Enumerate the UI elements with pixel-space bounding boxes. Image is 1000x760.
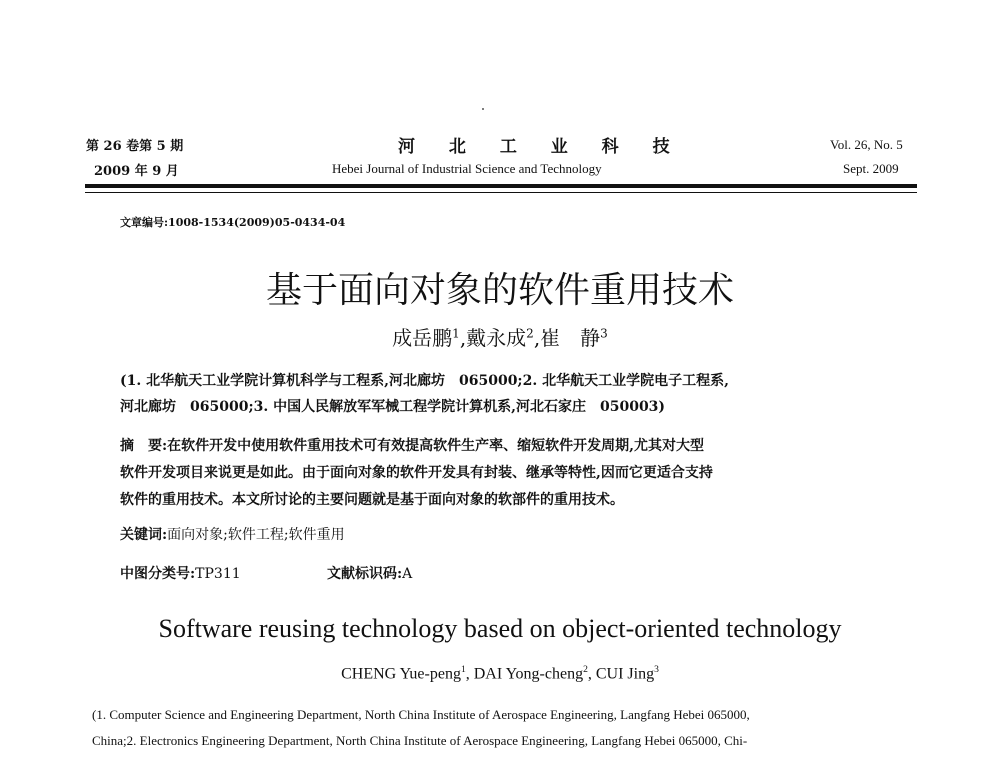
classification: [120, 563, 241, 583]
affiliation-cn-line-1: (1. 北华航天工业学院计算机科学与工程系,河北廊坊 065000;2. 北华航天工业学院电子工程系,: [120, 373, 729, 389]
authors-cn: [0, 322, 1000, 351]
journal-title-cn: 河 北 工 业 科 技: [398, 137, 684, 157]
author-2-cn: ,戴永成: [459, 326, 527, 350]
document-code-value: A: [402, 566, 413, 582]
classification-value: TP311: [195, 566, 241, 582]
scan-dot: [482, 108, 484, 110]
header-rule-thick: [85, 184, 917, 188]
author-2-mark: 2: [526, 326, 534, 341]
affiliation-cn-line-2: 河北廊坊 065000;3. 中国人民解放军军械工程学院计算机系,河北石家庄 050003): [120, 399, 666, 415]
keywords-label: 关键词:: [120, 527, 168, 543]
affiliation-en-line-1: (1. Computer Science and Engineering Department, North China Institute of Aerospace Engineering, Langfang Hebei 065000,: [92, 707, 750, 722]
abstract-label: 摘 要:: [120, 438, 168, 454]
journal-title-en: Hebei Journal of Industrial Science and Technology: [332, 161, 602, 176]
author-3-cn: ,崔 静: [533, 326, 601, 350]
paper-title-cn: 基于面向对象的软件重用技术: [265, 270, 734, 311]
author-3-en: , CUI Jing: [587, 665, 655, 683]
abstract-text-1: 在软件开发中使用软件重用技术可有效提高软件生产率、缩短软件开发周期,尤其对大型: [167, 438, 705, 454]
authors-en: [0, 664, 1000, 683]
abstract-line-3: 软件的重用技术。本文所讨论的主要问题就是基于面向对象的软部件的重用技术。: [120, 492, 624, 508]
document-code: [327, 563, 412, 583]
volume-issue-cn: 第 26 卷第 5 期: [86, 139, 184, 154]
author-1-en: CHENG Yue-peng: [341, 665, 461, 683]
keywords-value: 面向对象;软件工程;软件重用: [167, 527, 345, 543]
affiliation-en-line-2: China;2. Electronics Engineering Department, North China Institute of Aerospace Engineering, Langfang Hebei 065000, Chi-: [92, 733, 748, 748]
author-1-mark: 1: [452, 326, 460, 341]
document-code-label: 文献标识码:: [327, 566, 403, 582]
article-number: 文章编号:1008-1534(2009)05-0434-04: [120, 216, 346, 229]
author-1-en-mark: 1: [460, 664, 466, 675]
date-en: Sept. 2009: [843, 161, 899, 176]
paper-title-en: Software reusing technology based on object-oriented technology: [158, 614, 842, 643]
abstract-line-1: [120, 433, 704, 460]
header-rule-thin: [85, 192, 917, 193]
volume-issue-en: Vol. 26, No. 5: [830, 137, 903, 152]
author-3-mark: 3: [600, 326, 608, 341]
date-cn: 2009 年 9 月: [94, 164, 179, 179]
author-2-en-mark: 2: [583, 664, 588, 675]
classification-label: 中图分类号:: [120, 566, 196, 582]
author-3-en-mark: 3: [654, 664, 659, 675]
author-2-en: , DAI Yong-cheng: [465, 665, 584, 683]
author-1-cn: 成岳鹏: [392, 326, 453, 350]
keywords: [120, 524, 345, 544]
abstract-line-2: 软件开发项目来说更是如此。由于面向对象的软件开发具有封装、继承等特性,因而它更适合支持: [120, 465, 713, 481]
